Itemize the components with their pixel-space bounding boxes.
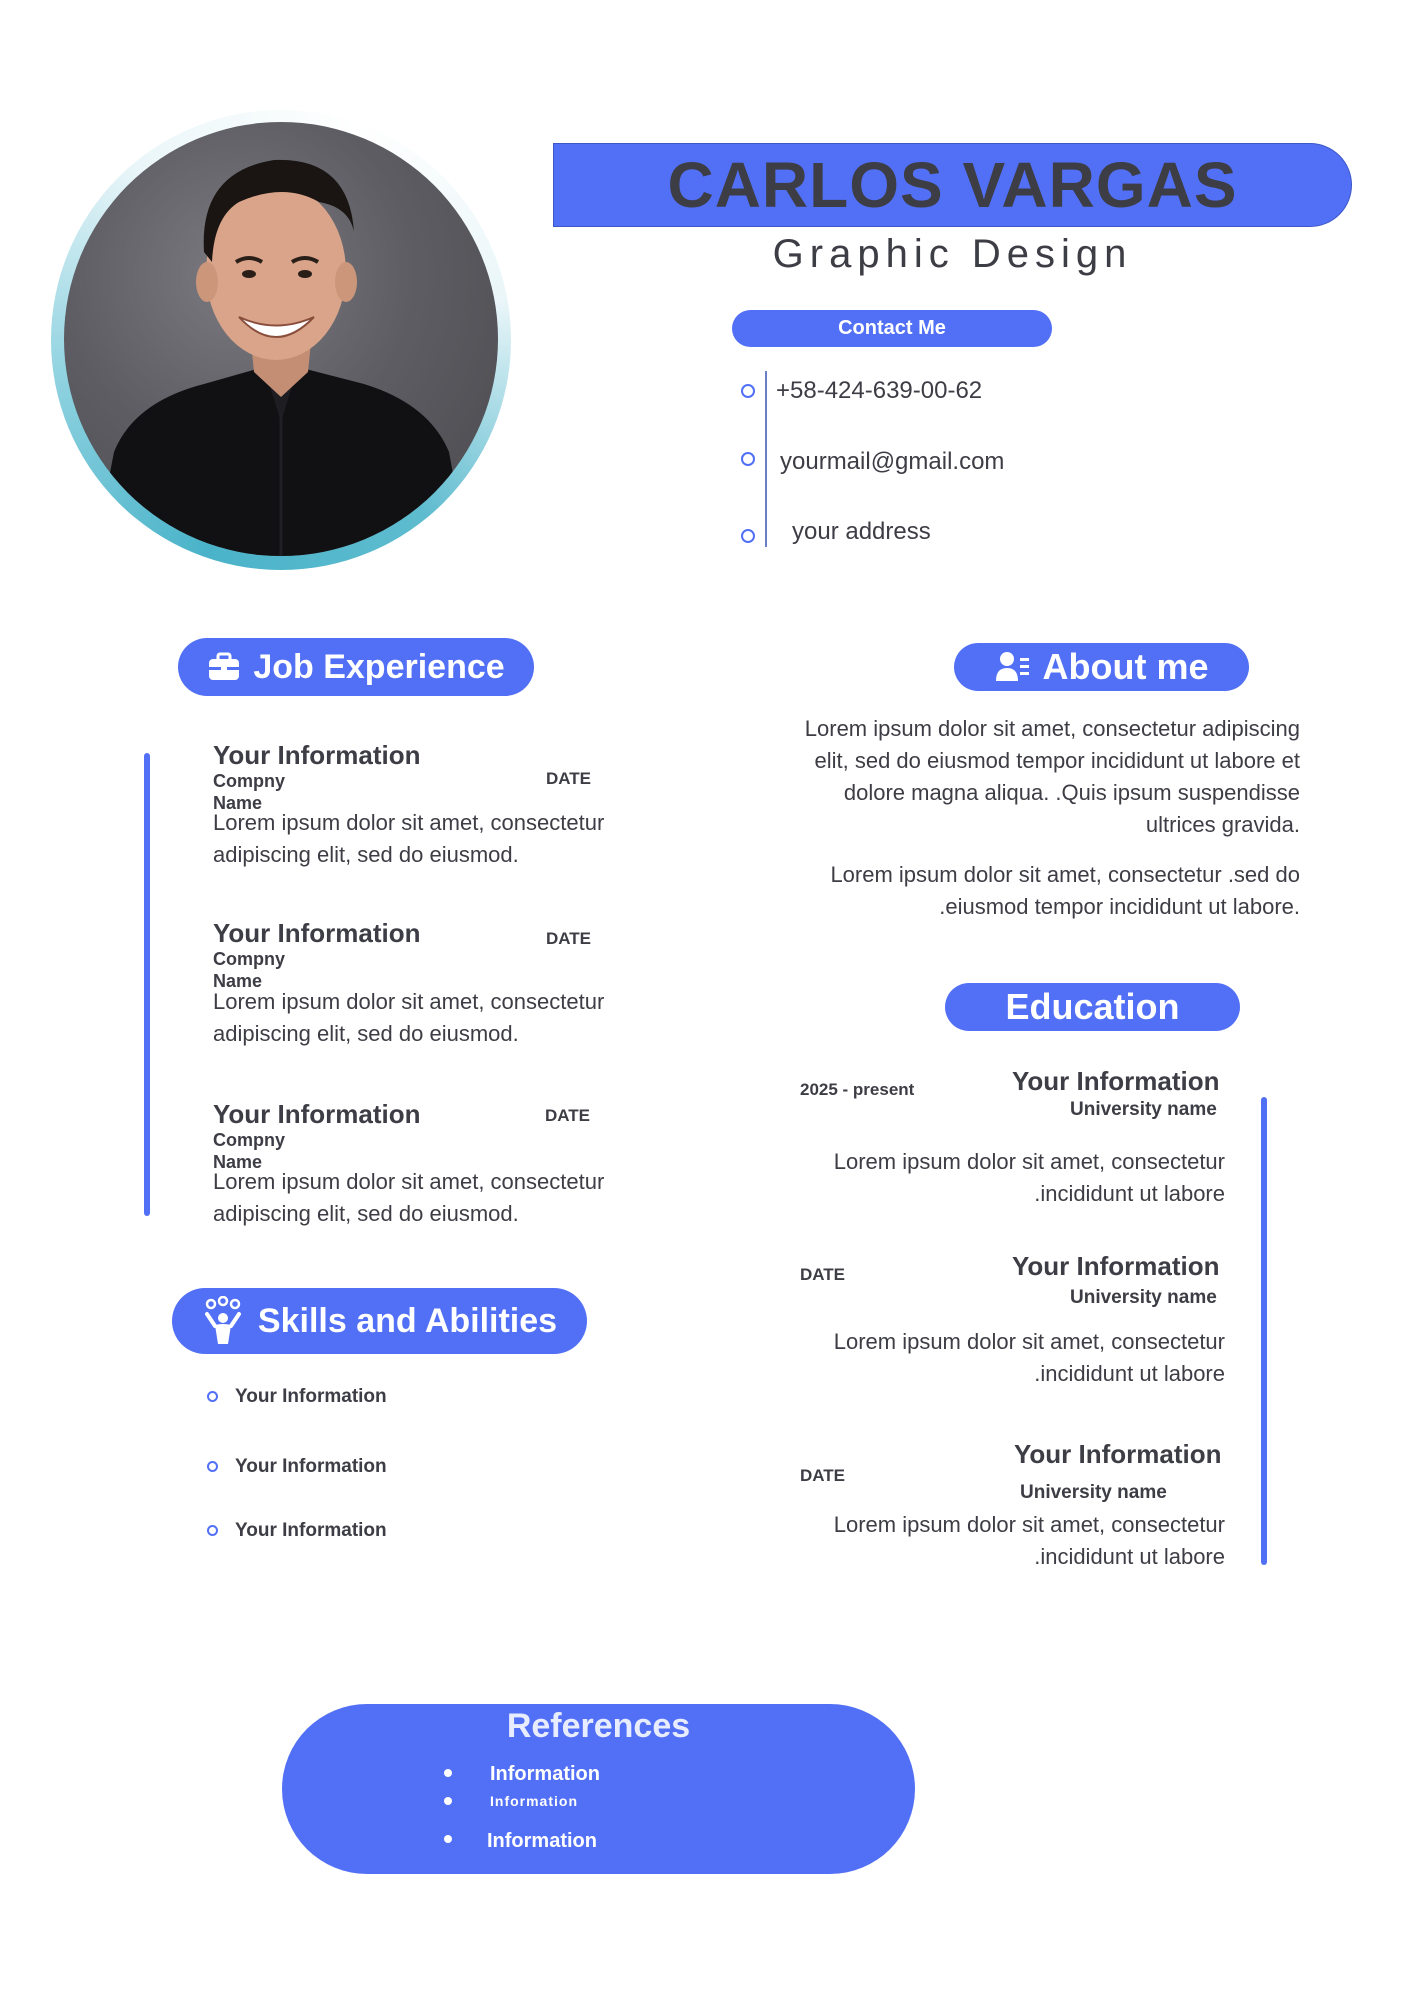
phone-number[interactable]: +58-424-639-00-62 — [776, 377, 983, 404]
education-university: University name — [1070, 1099, 1217, 1120]
skill-item: Your Information — [235, 1456, 387, 1477]
education-timeline — [1261, 1097, 1267, 1565]
education-entry-title: Your Information — [1014, 1439, 1222, 1469]
job-entry-date: DATE — [546, 929, 592, 948]
email-address[interactable]: yourmail@gmail.com — [780, 448, 1005, 475]
skill-bullet-icon — [207, 1461, 218, 1472]
name-banner — [553, 143, 1352, 227]
education-title: Education — [1005, 986, 1180, 1027]
job-entry-date: DATE — [545, 1106, 591, 1125]
address: your address — [792, 518, 931, 545]
job-entry-title: Your Information — [213, 740, 421, 770]
skill-item: Your Information — [235, 1386, 387, 1407]
references-title: References — [506, 1707, 691, 1745]
address-bullet-icon — [741, 529, 755, 543]
about-paragraph-2: Lorem ipsum dolor sit amet, consectetur .sed do .eiusmod tempor incididunt ut labore. — [830, 862, 1300, 919]
job-entry-company: Compny Name — [213, 771, 285, 813]
job-title: Graphic Design — [772, 232, 1133, 276]
education-university: University name — [1020, 1482, 1167, 1503]
job-entry-company: Compny Name — [213, 1130, 285, 1172]
about-me-title: About me — [1042, 646, 1209, 687]
contact-divider — [765, 371, 767, 547]
user-profile-icon — [995, 650, 1031, 684]
skill-bullet-icon — [207, 1391, 218, 1402]
reference-item: Information — [490, 1793, 578, 1809]
skills-person-icon — [202, 1296, 244, 1346]
person-illustration — [64, 122, 498, 556]
job-entry-description: Lorem ipsum dolor sit amet, consectetur adipiscing elit, sed do eiusmod. — [213, 810, 605, 867]
reference-bullet-icon — [444, 1835, 452, 1843]
profile-photo — [64, 122, 498, 556]
job-entry-description: Lorem ipsum dolor sit amet, consectetur adipiscing elit, sed do eiusmod. — [213, 989, 605, 1046]
job-entry-company: Compny Name — [213, 949, 285, 991]
reference-bullet-icon — [444, 1769, 452, 1777]
job-entry-description: Lorem ipsum dolor sit amet, consectetur adipiscing elit, sed do eiusmod. — [213, 1169, 605, 1226]
education-entry-title: Your Information — [1012, 1251, 1220, 1281]
education-date: 2025 - present — [800, 1080, 915, 1099]
job-experience-title: Job Experience — [253, 647, 505, 686]
reference-item: Information — [490, 1763, 600, 1785]
education-description: Lorem ipsum dolor sit amet, consectetur .incididunt ut labore — [833, 1329, 1225, 1386]
about-paragraph-1: Lorem ipsum dolor sit amet, consectetur adipiscing elit, sed do eiusmod tempor incididunt ut labore et dolore magna aliqua. .Quis ipsum suspendisse ultrices gravida. — [804, 716, 1300, 837]
job-entry-title: Your Information — [213, 1099, 421, 1129]
job-experience-heading — [178, 638, 534, 696]
contact-heading: Contact Me — [732, 310, 1052, 347]
education-university: University name — [1070, 1287, 1217, 1308]
reference-item: Information — [487, 1830, 597, 1852]
briefcase-icon — [207, 652, 241, 682]
job-entry-title: Your Information — [213, 918, 421, 948]
job-entry-date: DATE — [546, 769, 592, 788]
education-date: DATE — [800, 1265, 846, 1284]
reference-bullet-icon — [444, 1797, 452, 1805]
phone-bullet-icon — [741, 384, 755, 398]
education-description: Lorem ipsum dolor sit amet, consectetur .incididunt ut labore — [833, 1149, 1225, 1206]
education-description: Lorem ipsum dolor sit amet, consectetur .incididunt ut labore — [833, 1512, 1225, 1569]
about-me-heading — [954, 643, 1249, 691]
email-bullet-icon — [741, 452, 755, 466]
skills-heading — [172, 1288, 587, 1354]
skill-bullet-icon — [207, 1525, 218, 1536]
skills-title: Skills and Abilities — [257, 1301, 558, 1340]
candidate-name: CARLOS VARGAS — [667, 149, 1238, 221]
job-timeline — [144, 753, 150, 1216]
education-date: DATE — [800, 1466, 846, 1485]
education-entry-title: Your Information — [1012, 1066, 1220, 1096]
education-heading — [945, 983, 1240, 1031]
skill-item: Your Information — [235, 1520, 387, 1541]
